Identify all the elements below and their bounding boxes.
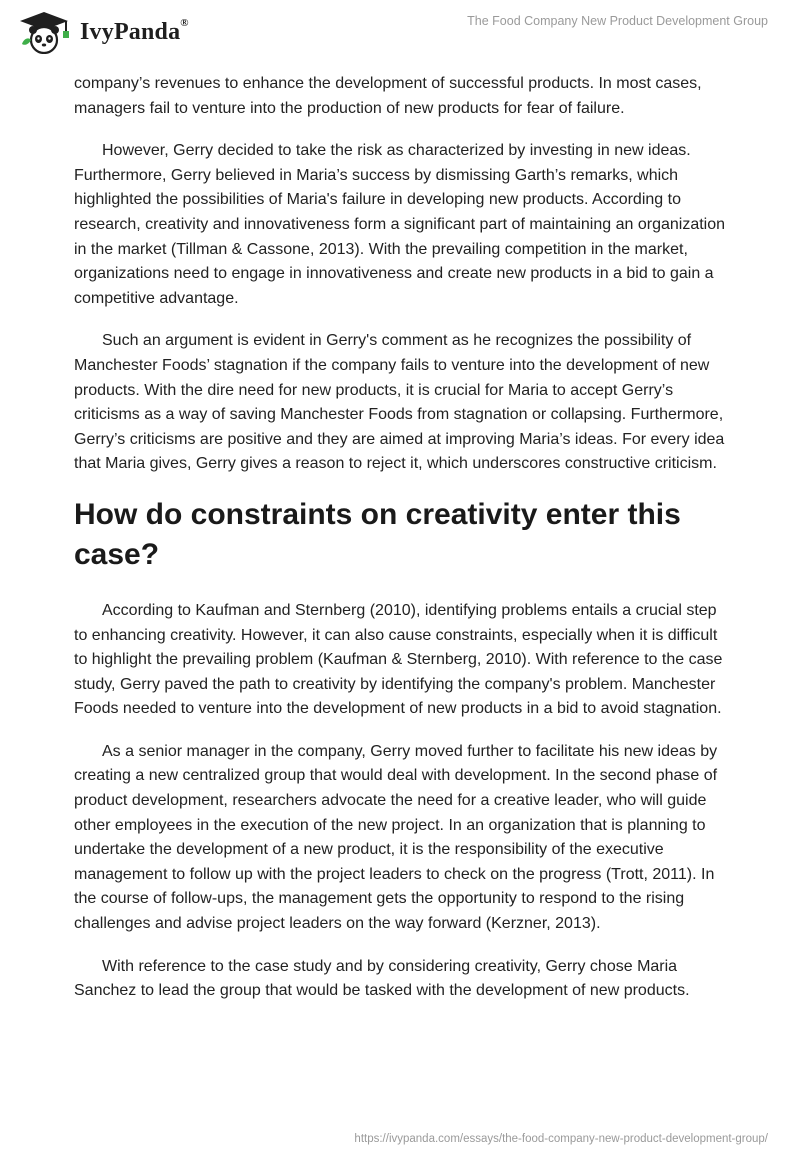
paragraph: As a senior manager in the company, Gerry moved further to facilitate his new ideas by creating a new centralized group that would deal with development. In the second phase of product development, researchers advocate the need for a creative leader, who will guide other employees in the execution of the new project. In an organization that is planning to undertake the development of a new product, it is the responsibility of the executive management to follow up with the project leaders to check on the progress (Trott, 2011). In the course of follow-ups, the management gets the opportunity to respond to the rising challenges and advise project leaders on the way forward (Kerzner, 2013). — [74, 742, 718, 933]
paragraph: company’s revenues to enhance the development of successful products. In most cases, managers fail to venture into the production of new products for fear of failure. — [74, 75, 702, 117]
paragraph: However, Gerry decided to take the risk as characterized by investing in new ideas. Furthermore, Gerry believed in Maria’s success by dismissing Garth’s remarks, which highlighted the possibilities of Maria's failure in developing new products. According to research, creativity and innovativeness form a significant part of maintaining an organization in the market (Tillman & Cassone, 2013). With the prevailing competition in the market, organizations need to engage in innovativeness and create new products in a bid to gain a competitive advantage. — [74, 142, 726, 307]
paragraph: With reference to the case study and by considering creativity, Gerry chose Maria Sanchez to lead the group that would be tasked with the development of new products. — [74, 957, 690, 1000]
section-heading: How do constraints on creativity enter this case? — [74, 497, 681, 571]
logo-text — [80, 16, 189, 46]
document-title: The Food Company New Product Development Group — [467, 14, 768, 28]
panda-graduate-icon — [16, 10, 72, 54]
essay-content — [74, 72, 726, 1022]
page-header — [0, 0, 800, 64]
source-url[interactable]: https://ivypanda.com/essays/the-food-company-new-product-development-group/ — [354, 1133, 768, 1145]
site-logo[interactable] — [16, 8, 189, 56]
paragraph: According to Kaufman and Sternberg (2010), identifying problems entails a crucial step to enhancing creativity. However, it can also cause constraints, especially when it is difficult to highlight the prevailing problem (Kaufman & Sternberg, 2010). With reference to the case study, Gerry paved the path to creativity by identifying the company's problem. Manchester Foods needed to venture into the development of new products in a bid to avoid stagnation. — [74, 601, 723, 718]
logo-wordmark: IvyPanda — [80, 18, 181, 45]
registered-mark: ® — [180, 16, 189, 29]
paragraph: Such an argument is evident in Gerry's comment as he recognizes the possibility of Manchester Foods’ stagnation if the company fails to venture into the development of new products. With the dire need for new products, it is crucial for Maria to accept Gerry’s criticisms as a way of saving Manchester Foods from stagnation or collapsing. Furthermore, Gerry’s criticisms are positive and they are aimed at improving Maria’s ideas. For every idea that Maria gives, Gerry gives a reason to reject it, which underscores constructive criticism. — [74, 332, 725, 473]
